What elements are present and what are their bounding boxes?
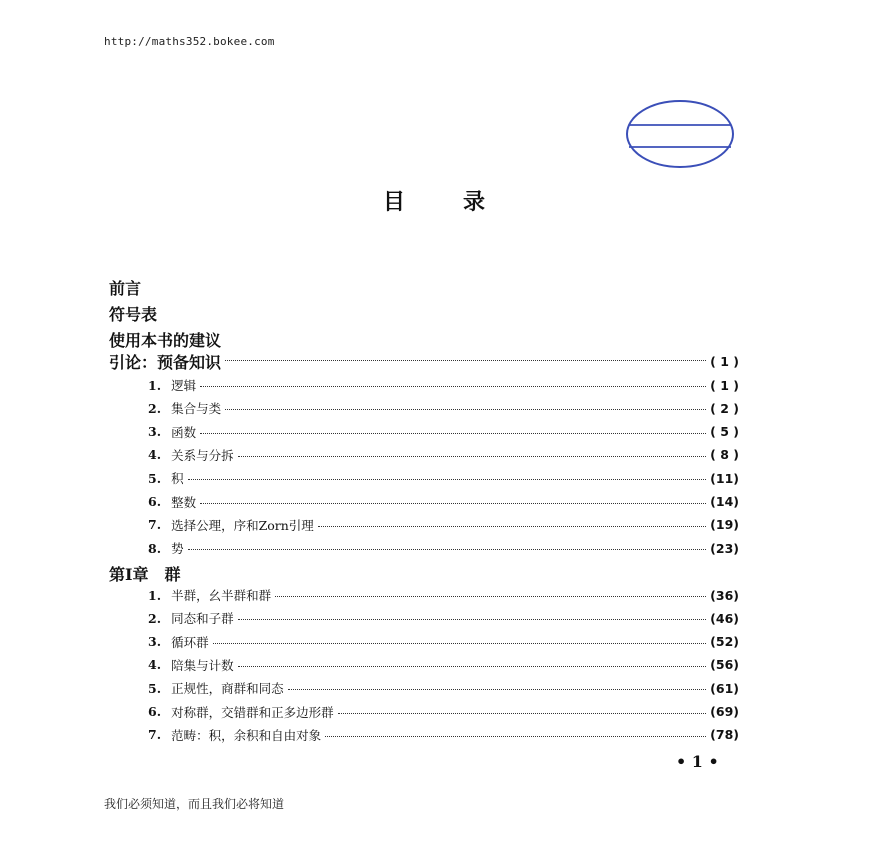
leader-dots: [288, 679, 707, 690]
item-page: ( 2 ): [710, 400, 739, 416]
item-number: 4.: [148, 447, 162, 463]
toc-suggestions[interactable]: 使用本书的建议: [109, 331, 222, 350]
chapter-1-item[interactable]: [0, 677, 870, 699]
item-label: 逻辑: [171, 378, 197, 393]
item-page: (46): [710, 610, 739, 626]
item-label: 函数: [171, 424, 197, 440]
footer-motto: 我们必须知道，而且我们必将知道: [104, 797, 285, 811]
item-page: (23): [710, 540, 739, 556]
leader-dots: [200, 493, 706, 504]
item-label: 范畴：积，余积和自由对象: [171, 727, 322, 743]
intro-item[interactable]: [0, 491, 870, 513]
toc-symbols[interactable]: 符号表: [109, 305, 158, 324]
intro-item[interactable]: [0, 537, 870, 559]
item-number: 6.: [148, 494, 162, 509]
chapter-1-item[interactable]: [0, 584, 870, 606]
item-label: 整数: [171, 494, 197, 510]
source-url: http://maths352.bokee.com: [104, 35, 275, 48]
toc-intro-label: 引论：预备知识: [109, 352, 222, 372]
chapter-1-item[interactable]: [0, 701, 870, 723]
stamp-oval: [627, 101, 733, 167]
item-label: 循环群: [171, 634, 209, 650]
item-page: (11): [710, 470, 739, 486]
item-page: (14): [710, 494, 739, 509]
chapter-1-item[interactable]: [0, 654, 870, 676]
item-number: 6.: [148, 704, 162, 719]
item-number: 2.: [148, 610, 162, 626]
item-page: (69): [710, 704, 739, 719]
intro-item[interactable]: [0, 444, 870, 466]
leader-dots: [188, 469, 707, 480]
page-title: [0, 185, 870, 216]
item-page: (78): [710, 727, 739, 743]
item-label: 正规性，商群和同态: [171, 681, 284, 697]
item-page: (52): [710, 634, 739, 650]
item-label: 半群，幺半群和群: [171, 588, 272, 603]
item-page: (56): [710, 657, 739, 673]
leader-dots: [225, 399, 706, 410]
item-number: 5.: [148, 470, 162, 486]
toc-intro-page: ( 1 ): [710, 353, 739, 369]
title-char-2: 录: [463, 190, 488, 215]
item-page: ( 8 ): [710, 447, 739, 463]
chapter-1-item[interactable]: [0, 724, 870, 746]
item-number: 3.: [148, 634, 162, 650]
item-number: 1.: [148, 587, 162, 603]
item-page: ( 1 ): [710, 377, 739, 393]
item-number: 4.: [148, 657, 162, 673]
toc-preface[interactable]: 前言: [109, 279, 142, 298]
item-label: 集合与类: [171, 401, 222, 417]
item-page: ( 5 ): [710, 424, 739, 440]
leader-dots: [200, 376, 706, 387]
item-label: 同态和子群: [171, 611, 234, 627]
item-number: 7.: [148, 517, 162, 533]
leader-dots: [318, 516, 706, 527]
chapter-1-item[interactable]: [0, 607, 870, 629]
toc-chapter-1[interactable]: 第I章 群: [109, 565, 181, 584]
item-page: (19): [710, 517, 739, 533]
item-label: 积: [171, 471, 184, 487]
intro-item[interactable]: [0, 467, 870, 489]
leader-dots: [325, 726, 706, 737]
intro-item[interactable]: [0, 397, 870, 419]
item-number: 1.: [148, 377, 162, 393]
leader-dots: [225, 350, 706, 361]
item-label: 选择公理，序和Zorn引理: [171, 517, 314, 533]
item-number: 8.: [148, 540, 162, 556]
item-label: 势: [171, 541, 184, 557]
leader-dots: [338, 703, 707, 714]
item-number: 7.: [148, 727, 162, 743]
leader-dots: [238, 446, 707, 457]
item-number: 2.: [148, 400, 162, 416]
item-label: 对称群，交错群和正多边形群: [171, 704, 334, 720]
intro-item[interactable]: [0, 421, 870, 443]
intro-item[interactable]: [0, 374, 870, 396]
title-char-1: 目: [382, 190, 407, 215]
leader-dots: [213, 633, 707, 644]
chapter-1-item[interactable]: [0, 631, 870, 653]
leader-dots: [238, 656, 707, 667]
item-page: (61): [710, 680, 739, 696]
leader-dots: [238, 609, 707, 620]
item-label: 陪集与计数: [171, 657, 234, 673]
toc-intro[interactable]: [0, 350, 870, 372]
leader-dots: [188, 539, 707, 550]
library-stamp: [625, 99, 735, 169]
leader-dots: [200, 423, 706, 434]
item-page: (36): [710, 587, 739, 603]
item-number: 3.: [148, 424, 162, 440]
page-number: • 1 •: [676, 752, 719, 771]
intro-item[interactable]: [0, 514, 870, 536]
item-number: 5.: [148, 680, 162, 696]
item-label: 关系与分拆: [171, 447, 234, 463]
leader-dots: [275, 586, 706, 597]
